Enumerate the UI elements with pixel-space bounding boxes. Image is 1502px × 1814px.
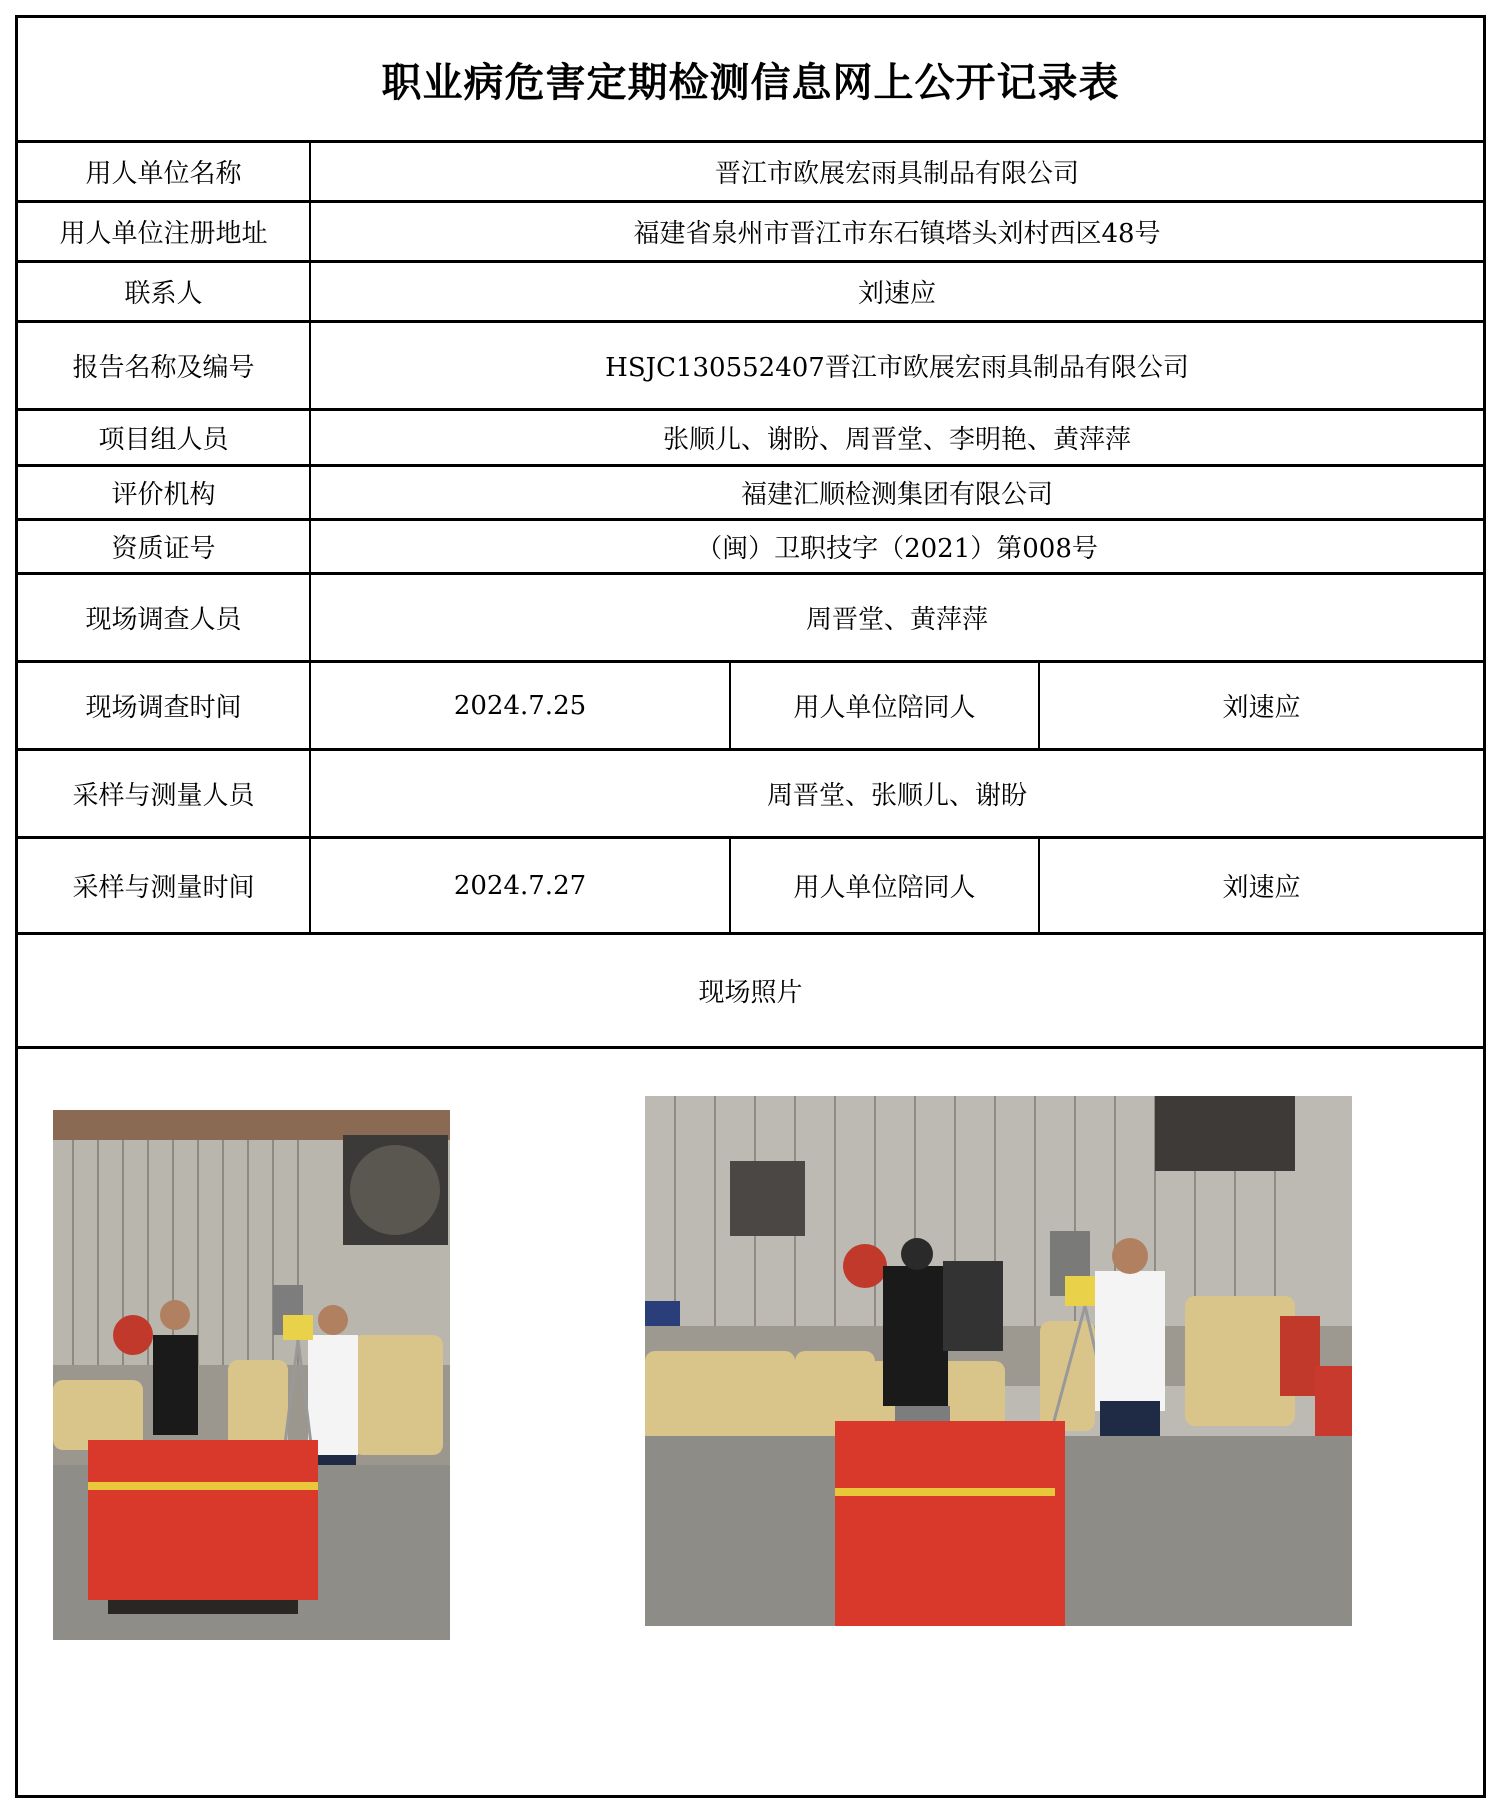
row-employer-address xyxy=(18,203,1483,263)
sampling-staff-value: 周晋堂、张顺儿、谢盼 xyxy=(766,781,1027,811)
report-value: HSJC130552407晋江市欧展宏雨具制品有限公司 xyxy=(605,353,1189,383)
qualification-value: （闽）卫职技字（2021）第008号 xyxy=(696,534,1098,564)
contact-value: 刘速应 xyxy=(857,279,936,309)
evaluation-org-value: 福建汇顺检测集团有限公司 xyxy=(740,480,1053,510)
site-photo-2-image xyxy=(645,1096,1352,1626)
evaluation-org-label: 评价机构 xyxy=(18,467,311,518)
project-team-label: 项目组人员 xyxy=(18,411,311,464)
sampling-time-value: 2024.7.27 xyxy=(311,839,731,932)
row-survey-time xyxy=(18,663,1483,751)
project-team-value: 张顺儿、谢盼、周晋堂、李明艳、黄萍萍 xyxy=(662,425,1131,455)
site-photo-2 xyxy=(645,1096,1352,1626)
survey-companion-label: 用人单位陪同人 xyxy=(731,663,1040,748)
row-survey-staff xyxy=(18,575,1483,663)
row-qualification xyxy=(18,521,1483,575)
survey-companion-value: 刘速应 xyxy=(1222,693,1301,723)
site-photo-1-image xyxy=(53,1110,450,1640)
contact-label: 联系人 xyxy=(18,263,311,320)
qualification-label: 资质证号 xyxy=(18,521,311,572)
title-row xyxy=(18,18,1483,143)
row-contact xyxy=(18,263,1483,323)
row-photos-header xyxy=(18,935,1483,1049)
survey-time-label: 现场调查时间 xyxy=(18,663,311,748)
photos-header: 现场照片 xyxy=(698,978,803,1008)
sampling-companion-value: 刘速应 xyxy=(1222,873,1301,903)
report-label: 报告名称及编号 xyxy=(18,323,311,408)
employer-address-label: 用人单位注册地址 xyxy=(18,203,311,260)
sampling-companion-label: 用人单位陪同人 xyxy=(731,839,1040,932)
employer-address-value: 福建省泉州市晋江市东石镇塔头刘村西区48号 xyxy=(633,219,1161,249)
employer-name-label: 用人单位名称 xyxy=(18,143,311,200)
row-report xyxy=(18,323,1483,411)
survey-staff-label: 现场调查人员 xyxy=(18,575,311,660)
record-table xyxy=(15,15,1486,1798)
row-project-team xyxy=(18,411,1483,467)
site-photo-1 xyxy=(53,1110,450,1640)
page-title: 职业病危害定期检测信息网上公开记录表 xyxy=(381,59,1120,106)
row-sampling-time xyxy=(18,839,1483,935)
sampling-time-label: 采样与测量时间 xyxy=(18,839,311,932)
row-evaluation-org xyxy=(18,467,1483,521)
employer-name-value: 晋江市欧展宏雨具制品有限公司 xyxy=(714,159,1079,189)
row-sampling-staff xyxy=(18,751,1483,839)
survey-time-value: 2024.7.25 xyxy=(311,663,731,748)
survey-staff-value: 周晋堂、黄萍萍 xyxy=(805,605,988,635)
sampling-staff-label: 采样与测量人员 xyxy=(18,751,311,836)
row-employer-name xyxy=(18,143,1483,203)
